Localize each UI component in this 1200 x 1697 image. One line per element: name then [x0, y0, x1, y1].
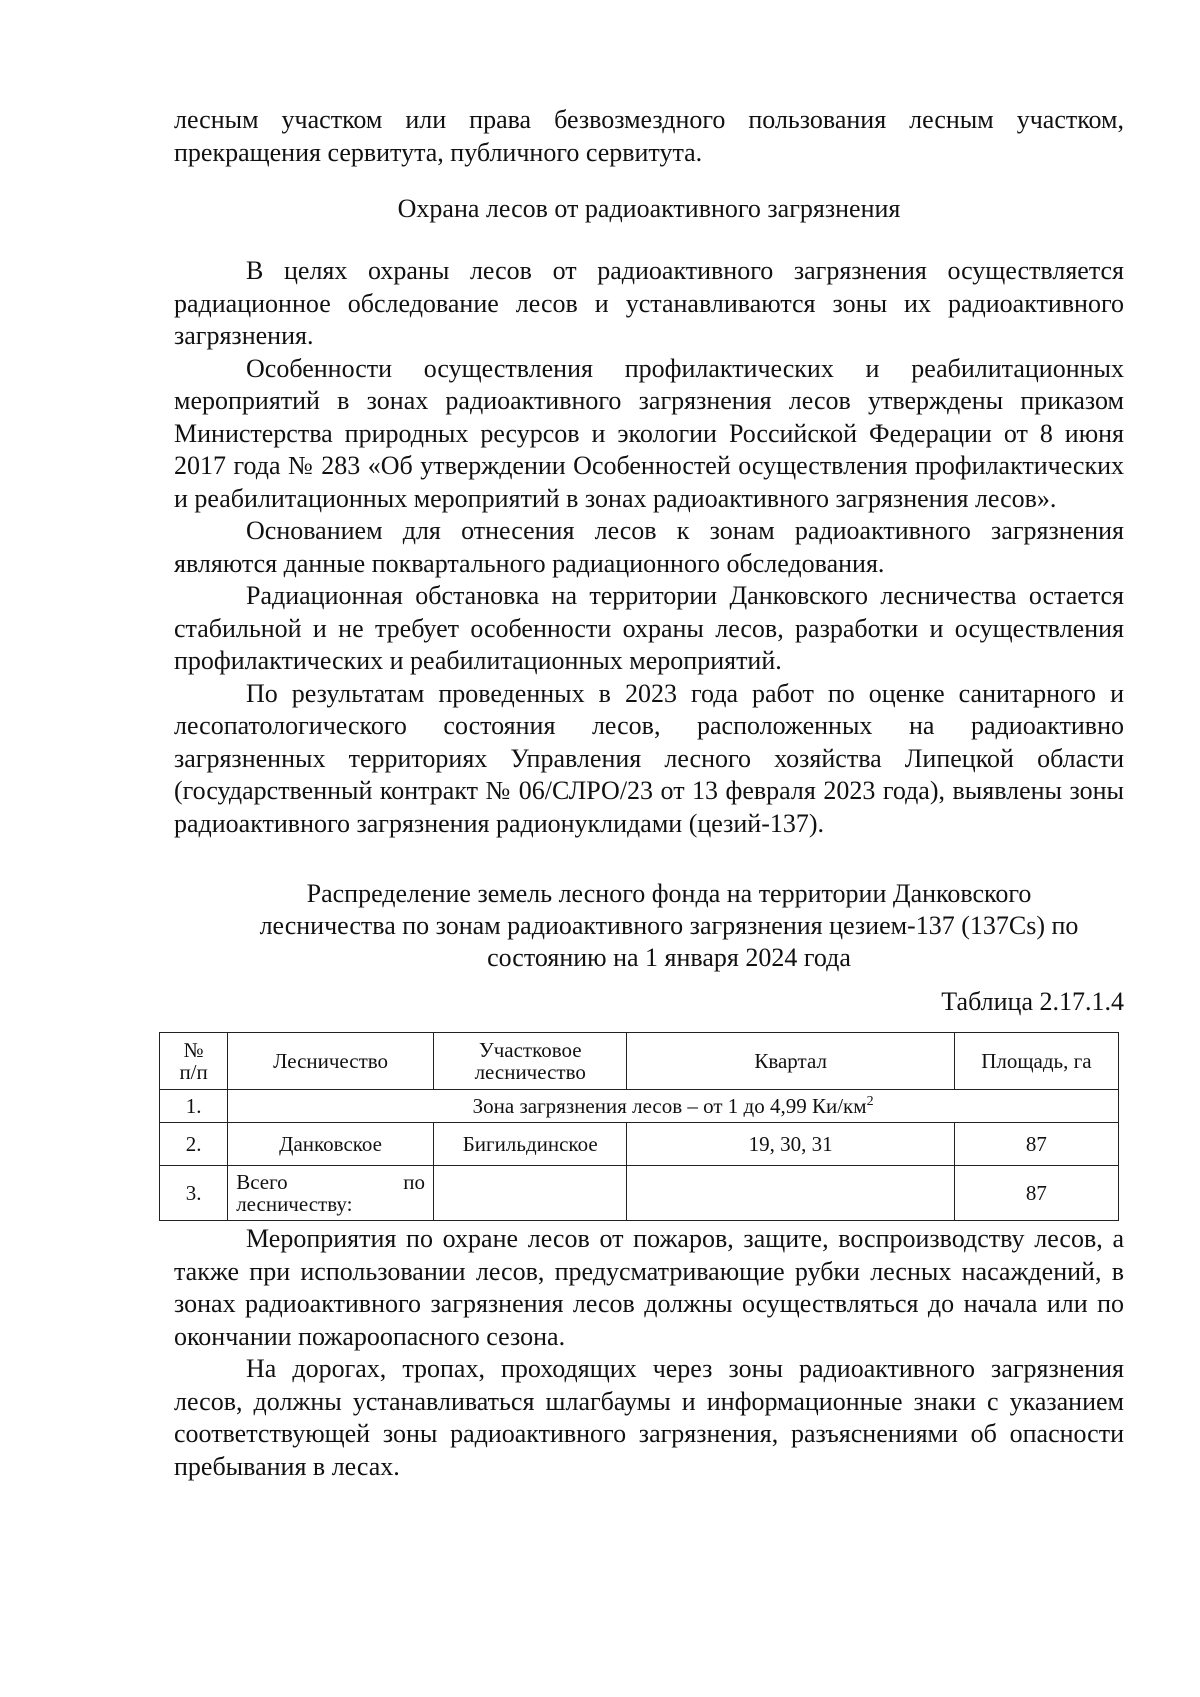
table-title-line: лесничества по зонам радиоактивного загрязнения цезием-137 (137Cs) по [259, 911, 1079, 940]
cell-quarter: 19, 30, 31 [627, 1123, 954, 1166]
cell-num: 3. [160, 1166, 228, 1221]
table-row-total [160, 1166, 1119, 1221]
paragraph-basis: Основанием для отнесения лесов к зонам радиоактивного загрязнения являются данные поквартального радиационного обследования. [174, 516, 1124, 578]
table-title [174, 878, 1124, 974]
header-num: № п/п [160, 1033, 228, 1090]
cell-forestry: Данковское [228, 1123, 434, 1166]
intro-continued-paragraph: лесным участком или права безвозмездного пользования лесным участком, прекращения сервитута, публичного сервитута. [174, 105, 1124, 167]
cell-num: 2. [160, 1123, 228, 1166]
table-row-data [160, 1123, 1119, 1166]
table-number-label: Таблица 2.17.1.4 [941, 987, 1124, 1016]
paragraph-situation: Радиационная обстановка на территории Данковского лесничества остается стабильной и не требует особенности охраны лесов, разработки и осуществления профилактических и реабилитационных мероприятий. [174, 581, 1124, 675]
cell-district-forestry: Бигильдинское [433, 1123, 626, 1166]
table-header-row [160, 1033, 1119, 1090]
header-district-forestry: Участковое лесничество [433, 1033, 626, 1090]
table-row-zone [160, 1090, 1119, 1123]
cell-area: 87 [954, 1123, 1118, 1166]
paragraph-fire-measures: Мероприятия по охране лесов от пожаров, защите, воспроизводству лесов, а также при использовании лесов, предусматривающие рубки лесных насаждений, в зонах радиоактивного загрязнения лесов должны осуществляться до начала или по окончании пожароопасного сезона. [174, 1224, 1124, 1351]
table-title-line: Распределение земель лесного фонда на территории Данковского [306, 879, 1032, 908]
document-page [174, 104, 1124, 1483]
paragraph-radiation-survey: В целях охраны лесов от радиоактивного загрязнения осуществляется радиационное обследование лесов и устанавливаются зоны их радиоактивного загрязнения. [174, 256, 1124, 350]
cell-total-label: Всего по лесничеству: [228, 1166, 434, 1221]
cell-empty [627, 1166, 954, 1221]
paragraph-order-reference: Особенности осуществления профилактических и реабилитационных мероприятий в зонах радиоактивного загрязнения лесов утверждены приказом Министерства природных ресурсов и экологии Российской Федерации от 8 июня 2017 года № 283 «Об утверждении Особенностей осуществления профилактических и реабилитационных мероприятий в зонах радиоактивного загрязнения лесов». [174, 353, 1124, 513]
paragraph-barriers-signs: На дорогах, тропах, проходящих через зоны радиоактивного загрязнения лесов, должны устанавливаться шлагбаумы и информационные знаки с указанием соответствующей зоны радиоактивного загрязнения, разъяснениями об опасности пребывания в лесах. [174, 1354, 1124, 1481]
header-forestry: Лесничество [228, 1033, 434, 1090]
section-title: Охрана лесов от радиоактивного загрязнения [397, 194, 901, 223]
cell-zone-description: Зона загрязнения лесов – от 1 до 4,99 $Ки/км^2$ [228, 1090, 1119, 1123]
cell-total-area: 87 [954, 1166, 1118, 1221]
cell-empty [433, 1166, 626, 1221]
header-quarter: Квартал [627, 1033, 954, 1090]
header-area: Площадь, га [954, 1033, 1118, 1090]
table-title-line: состоянию на 1 января 2024 года [487, 943, 851, 972]
cell-num: 1. [160, 1090, 228, 1123]
paragraph-results: По результатам проведенных в 2023 года работ по оценке санитарного и лесопатологического состояния лесов, расположенных на радиоактивно загрязненных территориях Управления лесного хозяйства Липецкой области (государственный контракт № 06/СЛРО/23 от 13 февраля 2023 года), выявлены зоны радиоактивного загрязнения радионуклидами (цезий-137). [174, 678, 1124, 838]
radioactive-zones-table [159, 1032, 1119, 1221]
zone-unit-superscript: 2 [866, 1094, 874, 1109]
